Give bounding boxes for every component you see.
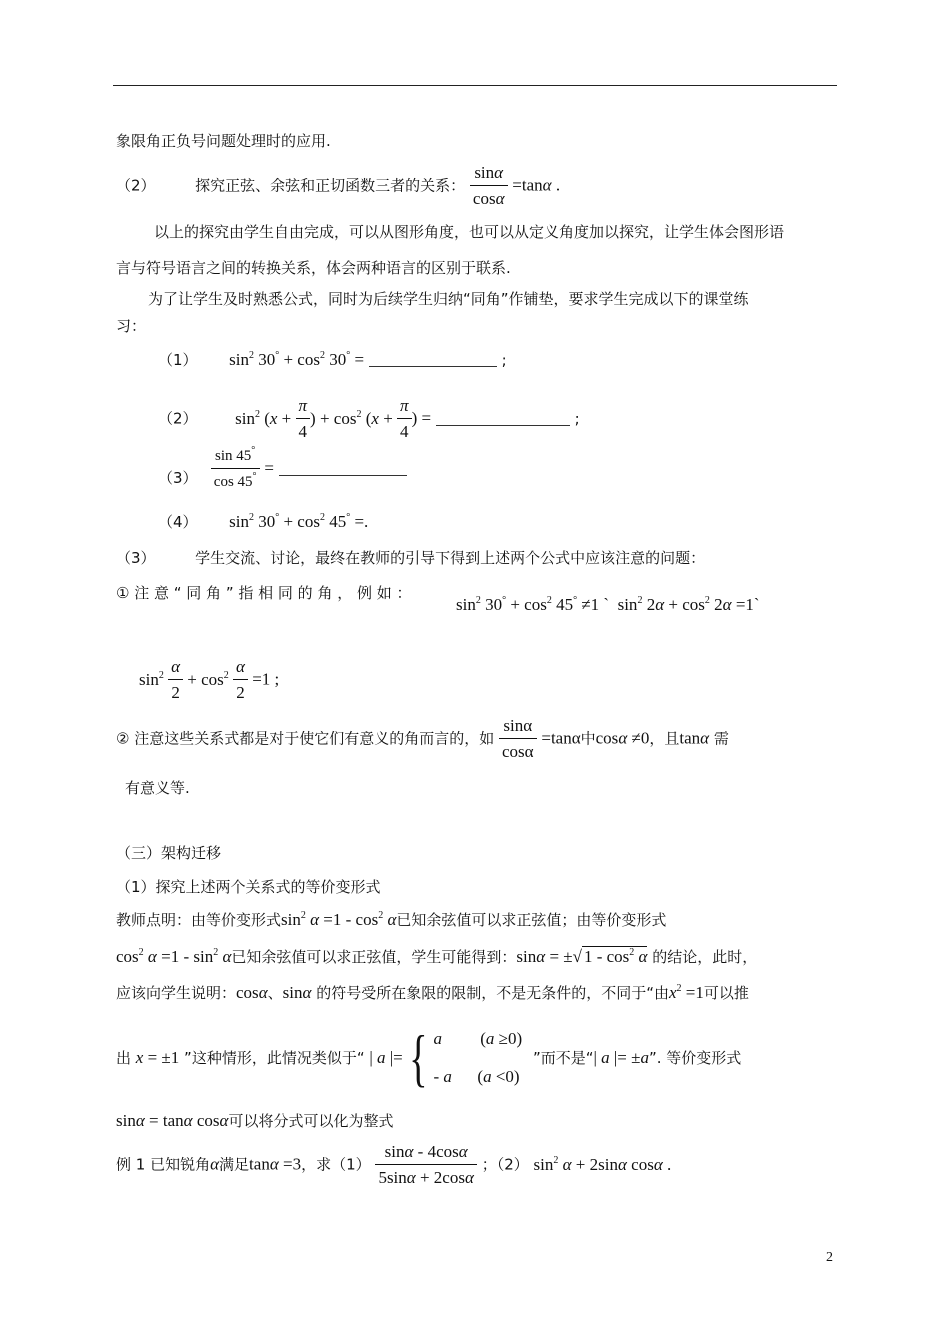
formula-fraction: $\frac{\sin 45^\circ}{\cos 45^\circ}$	[211, 446, 260, 492]
paragraph-3	[116, 548, 705, 568]
text: 习：	[116, 317, 147, 335]
text: 的符号受所在象限的限制，不是无条件的，不同于“由	[316, 984, 669, 1002]
exercise-4	[158, 512, 368, 532]
page-number: 2	[826, 1250, 833, 1265]
paragraph-2	[116, 163, 560, 209]
text: （1）探究上述两个关系式的等价变形式	[116, 878, 381, 896]
paragraph: 应该向学生说明：cosα、sinα 的符号受所在象限的限制，不是无条件的，不同于“由$x^2 =1$可以推	[116, 983, 749, 1002]
brace: {	[408, 1022, 428, 1093]
text: 需	[713, 729, 729, 748]
exercise-1: （1） $\sin^2 30^\circ + \cos^2 30^\circ$ = ;	[158, 350, 507, 369]
note-1-formula-2: $\sin^2$ $\frac{\alpha}{2}$ + $\cos^2$ $\frac{\alpha}{2}$ =1 ;	[139, 657, 280, 702]
formula-fraction: $\frac{\alpha}{2}$	[168, 657, 183, 703]
item-number: （2）	[158, 409, 198, 428]
paragraph	[125, 778, 190, 798]
text: 已知余弦值可以求正弦值；由等价变形式	[396, 911, 667, 929]
item-number: （1）	[158, 351, 198, 369]
paragraph: $\cos^2 \alpha =1 - \sin^2 \alpha$已知余弦值可以求正弦值，学生可能得到：sinα = ±√ $1 - \cos^2 \alpha$ 的结论，此时，	[116, 947, 758, 966]
text: 象限角正负号问题处理时的应用.	[116, 132, 331, 150]
formula-fraction: $\frac{\sin\alpha - 4\cos\alpha}{5\sin\alpha + 2\cos\alpha}$	[375, 1142, 476, 1188]
formula-fraction: $\frac{\alpha}{2}$	[233, 657, 248, 703]
text: ”这种情形，此情况类似于“	[184, 1049, 365, 1067]
note-1	[116, 583, 412, 603]
formula: $\sin^2 (x$ +	[235, 408, 296, 428]
paragraph: 教师点明：由等价变形式$\sin^2 \alpha =1 - \cos^2 \alpha$已知余弦值可以求正弦值；由等价变形式	[116, 910, 667, 929]
text: 言与符号语言之间的转换关系，体会两种语言的区别于联系.	[116, 259, 511, 277]
text: 可以推	[703, 984, 749, 1002]
item-number: （3）	[116, 549, 156, 567]
text: ”. 等价变形式	[648, 1049, 742, 1067]
item-number: （2）	[116, 176, 156, 195]
text: 以上的探究由学生自由完成，可以从图形角度，也可以从定义角度加以探究，让学生体会图形语	[154, 223, 785, 241]
text: 可以将分式可以化为整式	[228, 1112, 394, 1130]
answer-blank[interactable]	[436, 411, 570, 426]
text: 教师点明：由等价变形式	[116, 911, 282, 929]
text: 探究正弦、余弦和正切函数三者的关系：	[195, 176, 466, 195]
answer-blank[interactable]	[279, 461, 407, 476]
text: ① 注 意 “ 同 角 ” 指 相 同 的 角 ， 例 如 ：	[116, 584, 412, 602]
header-rule	[113, 85, 837, 86]
formula: =tanα .	[512, 175, 561, 195]
item-number: （3）	[158, 469, 198, 487]
text: 满足	[219, 1155, 250, 1174]
text: 出	[116, 1049, 132, 1067]
text: ，求（1）	[301, 1155, 371, 1174]
paragraph	[154, 222, 784, 242]
answer-blank[interactable]	[369, 352, 497, 367]
text: 例 1 已知锐角	[116, 1155, 211, 1174]
piecewise-cases: a (a ≥0) - a (a <0)	[433, 1029, 523, 1086]
note-2: ② 注意这些关系式都是对于使它们有意义的角而言的，如 $\frac{\sin\alpha}{\cos\alpha}$ =tanα中cosα ≠0，且tanα 需	[116, 716, 729, 761]
exercise-3	[158, 446, 407, 492]
formula-fraction: $\frac{\sin\alpha}{\cos\alpha}$	[470, 163, 508, 209]
text: ”而不是“	[532, 1049, 594, 1067]
text: 学生交流、讨论，最终在教师的引导下得到上述两个公式中应该注意的问题：	[195, 549, 706, 567]
paragraph: sinα = tanα cosα可以将分式可以化为整式	[116, 1111, 394, 1130]
paragraph	[116, 131, 331, 151]
formula-fraction: $\frac{\pi}{4}$	[296, 396, 311, 442]
formula: =	[264, 458, 274, 478]
formula-fraction: $\frac{\pi}{4}$	[397, 396, 412, 442]
paragraph	[148, 289, 749, 309]
text: 应该向学生说明：	[116, 984, 237, 1002]
formula-fraction: $\frac{\sin\alpha}{\cos\alpha}$	[499, 716, 537, 762]
text: ；（2）	[481, 1155, 529, 1174]
paragraph	[116, 316, 146, 336]
text: 为了让学生及时熟悉公式，同时为后续学生归纳“同角”作铺垫，要求学生完成以下的课堂练	[148, 290, 749, 308]
subsection-heading	[116, 877, 381, 897]
item-number: （4）	[158, 513, 198, 531]
text: 中	[580, 729, 596, 748]
paragraph: 出 x = ±1 ”这种情形，此情况类似于“ | a |={ a (a ≥0) - a (a <0) ”而不是“| a |= ±a”. 等价变形式	[116, 1020, 741, 1092]
text: 的结论，此时，	[652, 948, 758, 966]
paragraph	[116, 258, 511, 278]
formula: $\sin^2 30^\circ + \cos^2 45^\circ$ =.	[229, 512, 369, 531]
formula: $\sin^2 30^\circ + \cos^2 30^\circ$ =	[229, 350, 365, 369]
note-1-formula	[456, 595, 760, 615]
text: ② 注意这些关系式都是对于使它们有意义的角而言的，如	[116, 729, 495, 748]
example-1: 例 1 已知锐角α满足tanα =3，求（1） $\frac{\sin\alpha - 4\cos\alpha}{5\sin\alpha + 2\cos\alpha}$ ；（2） $\sin^2 \alpha + 2\sin\alpha$ cosα .	[116, 1142, 672, 1187]
text: 已知余弦值可以求正弦值，学生可能得到：	[231, 948, 517, 966]
text: ，且	[649, 729, 680, 748]
section-heading	[116, 843, 221, 863]
exercise-2: （2） $\sin^2 (x$ + $\frac{\pi}{4}$ ) + $\cos^2 (x$ + $\frac{\pi}{4}$ ) = ;	[158, 396, 580, 441]
text: 有意义等.	[125, 779, 190, 797]
text: 、	[267, 984, 283, 1002]
formula: $\sin^2 30^\circ + \cos^2 45^\circ \ne 1$ ` $\sin^2 2\alpha + \cos^2 2\alpha$ =1`	[456, 595, 760, 614]
text: （三）架构迁移	[116, 844, 222, 862]
